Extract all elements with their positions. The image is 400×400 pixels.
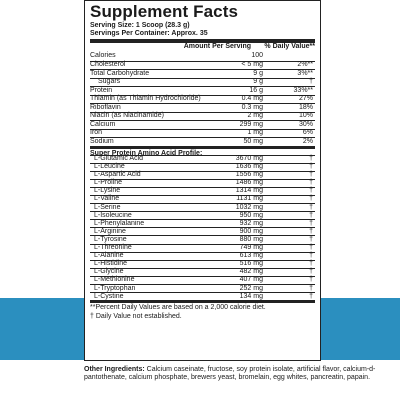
nutrient-name: Thiamin (as Thiamin Hydrochloride) [90,95,201,103]
servings-per-container: Servings Per Container: Approx. 35 [90,30,208,37]
amino-acid-row [90,235,315,243]
percent-dv-note: **Percent Daily Values are based on a 2,000 calorie diet. [90,304,266,312]
nutrient-row [90,129,315,138]
amino-acid-daily-value: † [309,163,313,171]
nutrient-name: Total Carbohydrate [90,69,150,77]
amino-acid-name: L-Arginine [94,227,126,235]
amino-acid-amount: 1032 mg [235,203,263,211]
other-ingredients [84,366,384,383]
amino-acid-row [90,179,315,187]
nutrient-daily-value: 30% [298,120,313,128]
other-ingredients-label: Other Ingredients: [84,366,145,373]
amino-acid-row [90,244,315,252]
nutrient-amount: 16 g [249,86,263,94]
nutrient-row [90,61,315,70]
other-ingredients-text: Calcium caseinate, fructose, soy protein isolate, artificial flavor, calcium-d-pantothenate, calcium phosphate, brewers yeast, bromelain, egg whites, pancreatin, papain. [84,366,376,382]
footnotes [90,300,315,321]
serving-size: Serving Size: 1 Scoop (28.3 g) [90,22,190,29]
amino-acid-row [90,155,315,163]
nutrient-daily-value: 18% [298,103,313,111]
amino-acid-name: L-Phenylalanine [94,219,145,227]
amino-profile-title: Super Protein Amino Acid Profile: [90,146,315,155]
header-daily-value: % Daily Value** [264,43,315,51]
amino-acid-name: L-Tryptophan [94,284,136,292]
nutrient-amount: 100 [251,52,263,60]
amino-acid-row [90,203,315,211]
nutrient-daily-value: 3%** [297,69,313,77]
nutrient-name: Calcium [90,120,116,128]
nutrient-row [90,103,315,112]
nutrient-row [90,86,315,95]
amino-acid-daily-value: † [309,284,313,292]
nutrient-name: Calories [90,52,116,60]
nutrient-list [90,52,315,146]
amino-acid-name: L-Aspartic Acid [94,171,141,179]
nutrient-daily-value: 2%** [297,61,313,69]
nutrient-daily-value: † [309,78,313,86]
amino-acid-daily-value: † [309,227,313,235]
amino-acid-list [90,155,315,301]
amino-acid-row [90,284,315,292]
amino-acid-daily-value: † [309,195,313,203]
amino-acid-amount: 1636 mg [235,163,263,171]
amino-acid-name: L-Lysine [94,187,121,195]
amino-acid-name: L-Serine [94,203,121,211]
amino-acid-name: L-Tyrosine [94,235,127,243]
amino-acid-name: L-Threonine [94,244,132,252]
header-amount: Amount Per Serving [183,43,251,51]
amino-acid-name: L-Valine [94,195,120,203]
amino-acid-name: L-Histidine [94,260,128,268]
amino-acid-amount: 613 mg [239,252,263,260]
nutrient-amount: 0.4 mg [241,95,263,103]
nutrient-row [90,69,315,78]
nutrient-name: Iron [90,129,103,137]
nutrient-row [90,120,315,129]
amino-acid-row [90,219,315,227]
nutrient-amount: < 5 mg [241,61,263,69]
amino-acid-amount: 1314 mg [235,187,263,195]
nutrient-row [90,52,315,61]
nutrient-daily-value: 27% [298,95,313,103]
nutrient-name: Riboflavin [90,103,121,111]
nutrient-row [90,112,315,121]
amino-acid-row [90,187,315,195]
amino-acid-amount: 252 mg [239,284,263,292]
amino-acid-amount: 749 mg [239,244,263,252]
nutrient-row [90,95,315,104]
amino-acid-row [90,163,315,171]
amino-acid-daily-value: † [309,179,313,187]
nutrient-name: Protein [90,86,113,94]
amino-acid-daily-value: † [309,187,313,195]
amino-acid-daily-value: † [309,252,313,260]
nutrient-amount: 9 g [253,69,263,77]
nutrient-daily-value: 6% [302,129,313,137]
nutrient-name: Cholesterol [90,61,126,69]
amino-acid-amount: 482 mg [239,268,263,276]
amino-acid-amount: 1556 mg [235,171,263,179]
amino-acid-daily-value: † [309,219,313,227]
amino-acid-amount: 516 mg [239,260,263,268]
amino-acid-name: L-Methionine [94,276,135,284]
nutrient-row [90,137,315,146]
amino-acid-name: L-Glutamic Acid [94,155,144,162]
panel-title: Supplement Facts [90,2,239,21]
amino-acid-amount: 932 mg [239,219,263,227]
supplement-facts-panel [84,0,321,361]
column-header [90,43,315,52]
nutrient-amount: 2 mg [247,112,263,120]
nutrient-amount: 1 mg [247,129,263,137]
nutrient-name: Sugars [98,78,121,86]
amino-acid-row [90,171,315,179]
amino-acid-row [90,260,315,268]
nutrient-amount: 299 mg [239,120,263,128]
amino-acid-daily-value: † [309,260,313,268]
amino-acid-row [90,292,315,300]
amino-acid-amount: 1486 mg [235,179,263,187]
amino-acid-amount: 134 mg [239,292,263,300]
nutrient-amount: 50 mg [243,137,263,145]
amino-acid-daily-value: † [309,235,313,243]
amino-acid-daily-value: † [309,292,313,300]
amino-acid-amount: 3670 mg [235,155,263,162]
amino-acid-name: L-Isoleucine [94,211,132,219]
amino-acid-row [90,268,315,276]
amino-acid-row [90,211,315,219]
nutrient-row [90,78,315,87]
amino-acid-daily-value: † [309,203,313,211]
nutrient-daily-value: 2% [302,137,313,145]
amino-acid-amount: 900 mg [239,227,263,235]
nutrient-amount: 0.3 mg [241,103,263,111]
amino-acid-row [90,252,315,260]
amino-acid-name: L-Leucine [94,163,125,171]
nutrient-name: Sodium [90,137,114,145]
amino-acid-amount: 880 mg [239,235,263,243]
amino-acid-daily-value: † [309,276,313,284]
amino-acid-row [90,276,315,284]
nutrient-daily-value: 33%** [293,86,313,94]
amino-acid-daily-value: † [309,155,313,162]
amino-acid-daily-value: † [309,268,313,276]
amino-acid-amount: 1131 mg [236,195,263,203]
amino-acid-daily-value: † [309,171,313,179]
amino-acid-name: L-Glycine [94,268,124,276]
amino-acid-name: L-Cystine [94,292,124,300]
amino-acid-name: L-Alanine [94,252,124,260]
amino-acid-row [90,227,315,235]
amino-acid-amount: 407 mg [239,276,263,284]
nutrient-daily-value: 10% [298,112,313,120]
amino-acid-amount: 950 mg [239,211,263,219]
nutrient-amount: 9 g [253,78,263,86]
amino-acid-row [90,195,315,203]
amino-acid-daily-value: † [309,211,313,219]
nutrient-name: Niacin (as Niacinamide) [90,112,164,120]
amino-acid-daily-value: † [309,244,313,252]
dagger-note: † Daily Value not established. [90,312,182,320]
amino-acid-name: L-Proline [94,179,123,187]
